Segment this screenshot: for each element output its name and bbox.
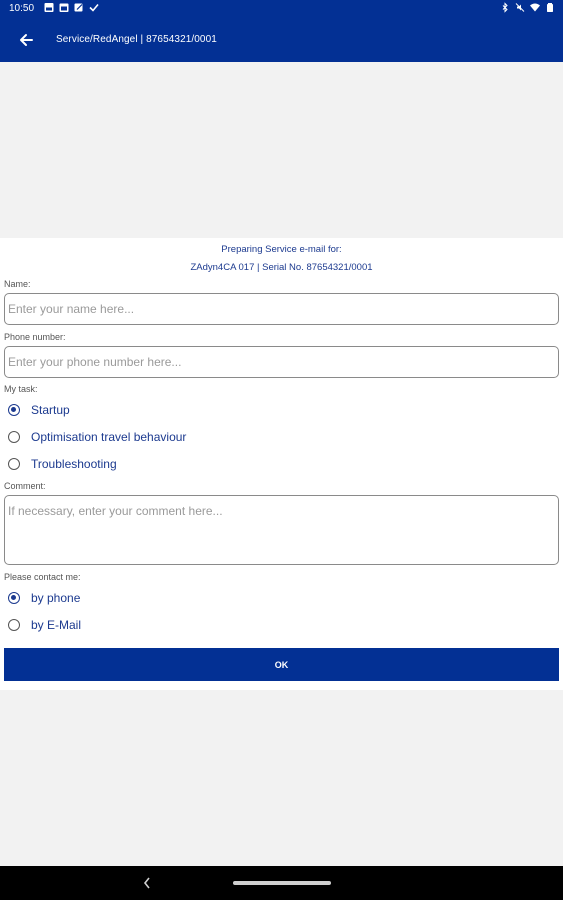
bluetooth-icon [500, 2, 510, 13]
no-sound-icon [515, 2, 525, 13]
task-label: My task: [4, 384, 38, 394]
status-bar [0, 0, 563, 18]
prep-device-info: ZAdyn4CA 017 | Serial No. 87654321/0001 [190, 262, 373, 273]
name-label: Name: [4, 279, 31, 289]
header-blank-area [0, 62, 563, 238]
edit-icon [74, 2, 84, 13]
task-option-optimisation[interactable] [8, 430, 186, 444]
page-title: Service/RedAngel | 87654321/0001 [56, 34, 217, 45]
nav-back-icon[interactable] [142, 876, 152, 890]
status-notification-icons [44, 2, 99, 13]
task-option-label: Troubleshooting [31, 457, 117, 471]
radio-unchecked-icon[interactable] [8, 431, 20, 443]
radio-checked-icon[interactable] [8, 592, 20, 604]
task-option-startup[interactable] [8, 403, 70, 417]
comment-label: Comment: [4, 481, 46, 491]
task-option-troubleshooting[interactable] [8, 457, 117, 471]
wifi-icon [530, 2, 540, 13]
system-nav-bar [0, 866, 563, 900]
phone-label: Phone number: [4, 332, 66, 342]
radio-checked-icon[interactable] [8, 404, 20, 416]
task-option-label: Startup [31, 403, 70, 417]
battery-icon [545, 2, 555, 13]
contact-option-email[interactable] [8, 618, 81, 632]
task-option-label: Optimisation travel behaviour [31, 430, 187, 444]
status-time: 10:50 [9, 3, 35, 14]
check-icon [89, 2, 99, 13]
home-pill[interactable] [233, 881, 331, 885]
name-input[interactable] [4, 293, 559, 325]
back-arrow-icon[interactable] [16, 30, 36, 50]
prep-heading: Preparing Service e-mail for: [221, 244, 342, 255]
app-bar [0, 18, 563, 62]
image-icon [44, 2, 54, 13]
ok-button[interactable]: OK [4, 648, 559, 681]
comment-textarea[interactable] [4, 495, 559, 565]
status-system-icons [500, 2, 555, 13]
contact-option-label: by phone [31, 591, 81, 605]
contact-option-label: by E-Mail [31, 618, 82, 632]
service-email-form [0, 238, 563, 690]
contact-option-phone[interactable] [8, 591, 80, 605]
radio-unchecked-icon[interactable] [8, 619, 20, 631]
contact-label: Please contact me: [4, 572, 81, 582]
radio-unchecked-icon[interactable] [8, 458, 20, 470]
phone-input[interactable] [4, 346, 559, 378]
calendar-icon [59, 2, 69, 13]
